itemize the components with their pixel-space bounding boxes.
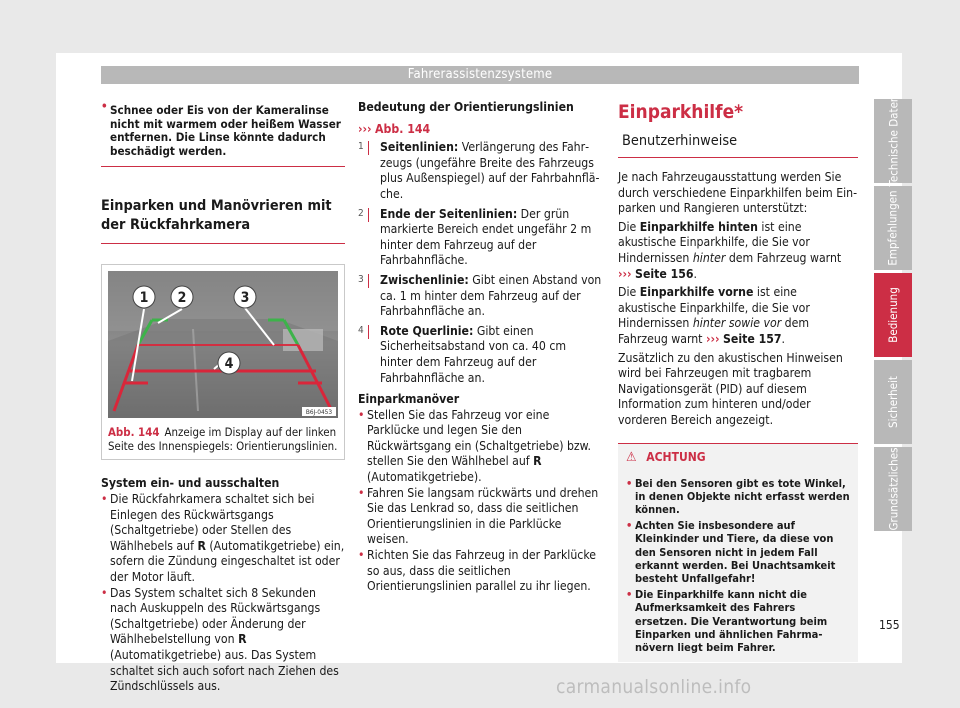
subhead-system: System ein- und ausschalten <box>101 476 280 491</box>
warning-item: • Bei den Sensoren gibt es tote Winkel, in denen Objekte nicht erfasst werden können. <box>626 477 850 517</box>
warning-icon: ⚠ <box>626 449 637 465</box>
caption-text: Anzeige im Display auf der linken Seite des Innenspiegels: Orientierungslinien. <box>108 425 338 454</box>
bullet-off: • Das System schaltet sich 8 Sekunden nach Auskuppeln des Rückwärtsgangs (Schaltgetriebe) oder Änderung der Wählhebelstellung von R (Automatikgetriebe) aus. Das System schaltet sich auch sofort nach Ziehen des Zündschlüssels aus. <box>101 586 345 695</box>
orientation-lines-title: Bedeutung der Orientierungslinien <box>358 100 574 114</box>
caption-label: Abb. 144 <box>108 425 160 440</box>
maneuver-bullet-1: • Stellen Sie das Fahrzeug vor eine Parklücke und legen Sie den Rückwärtsgang ein (Schaltgetriebe) bzw. stellen Sie den Wählhebel auf R (Automatikgetriebe). <box>358 408 602 486</box>
page-number: 155 <box>879 618 900 632</box>
navigation-paragraph: Zusätzlich zu den akustischen Hinweisen wird bei Fahrzeugen mit tragbarem Navigationsgerät (PID) auf diesem Information zum hinteren und/oder vorderen Bereich angezeigt. <box>618 350 843 427</box>
maneuver-bullet-2: • Fahren Sie langsam rückwärts und drehen Sie das Lenkrad so, dass die seitlichen Orientierungslinien in die Parklücke weisen. <box>358 486 602 548</box>
parking-aid-title: Einparkhilfe* <box>618 101 744 123</box>
list-item: 4 Rote Querlinie: Gibt einen Sicherheitsabstand von ca. 40 cm hinter dem Fahrzeug auf der Fahrbahnfläche an. <box>358 323 567 385</box>
warning-item: • Die Einparkhilfe kann nicht die Aufmerksamkeit des Fahrers ersetzen. Die Verantwortung beim Einparken und ähnlichen Fahrmanövern liegt beim Fahrer. <box>626 588 850 655</box>
warning-item: • Achten Sie insbesondere auf Kleinkinder und Tiere, da diese von den Sensoren nicht in jedem Fall erkannt werden. Bei Unachtsamkeit besteht Unfallgefahr! <box>626 519 850 586</box>
figure-reference: ››› Abb. 144 <box>358 121 431 136</box>
warning-header <box>618 444 858 474</box>
figure-144 <box>101 264 345 460</box>
figure-code: B6J-0453 <box>305 408 333 417</box>
bullet-on: • Die Rückfahrkamera schaltet sich bei Einlegen des Rückwärtsgangs (Schaltgetriebe) oder Stellen des Wählhebels auf R (Automatikgetriebe) ein, sofern die Zündung eingeschaltet ist oder der Motor läuft. <box>101 492 345 586</box>
intro-paragraph: Je nach Fahrzeugausstattung werden Sie durch verschiedene Einparkhilfen beim Einparken und Rangieren unterstützt: <box>618 170 858 216</box>
column-1 <box>101 100 345 695</box>
tab-grundsaetzliches[interactable]: Grundsätzliches <box>874 447 912 531</box>
column-3 <box>618 100 858 662</box>
parking-maneuver-title: Einparkmanöver <box>358 392 460 407</box>
svg-text:1: 1 <box>139 290 149 307</box>
callout-3 <box>234 286 256 308</box>
maneuver-bullet-3: • Richten Sie das Fahrzeug in der Parklücke so aus, dass die seitlichen Orientierungslinien parallel zu ihr liegen. <box>358 548 602 595</box>
list-item: 1 Seitenlinien: Verlängerung des Fahrzeugs (ungefähre Breite des Fahrzeugs plus Außenspiegel) auf der Fahrbahnfläche. <box>358 140 600 201</box>
camera-lens-note: • Schnee oder Eis von der Kameralinse nicht mit warmem oder heißem Wasser entfernen. Die Linse könnte dadurch beschädigt werden. <box>101 100 345 167</box>
list-item: 3 Zwischenlinie: Gibt einen Abstand von ca. 1 m hinter dem Fahrzeug auf der Fahrbahnfläche an. <box>358 272 602 319</box>
callout-1 <box>133 286 155 308</box>
page-link-156[interactable]: Seite 156 <box>635 266 694 281</box>
callout-2 <box>171 286 193 308</box>
tab-empfehlungen[interactable]: Empfehlungen <box>874 186 912 270</box>
svg-text:2: 2 <box>177 290 187 307</box>
warning-box <box>618 443 858 662</box>
watermark: carmanualsonline.info <box>556 676 752 698</box>
tab-sicherheit[interactable]: Sicherheit <box>874 360 912 444</box>
figure-caption <box>108 425 338 453</box>
warning-list <box>618 474 858 655</box>
warning-title: ACHTUNG <box>646 449 706 464</box>
front-aid-paragraph: Die Einparkhilfe vorne ist eine akustische Einparkhilfe, die Sie vor Hindernissen hinter sowie vor dem Fahrzeug warnt ››› Seite 157. <box>618 285 810 346</box>
rear-aid-paragraph: Die Einparkhilfe hinten ist eine akustische Einparkhilfe, die Sie vor Hindernissen hinter dem Fahrzeug warnt ››› Seite 156. <box>618 219 842 281</box>
page-header: Fahrerassistenzsysteme <box>101 66 859 84</box>
tab-technische-daten[interactable]: Technische Daten <box>874 99 912 183</box>
orientation-lines-list <box>358 140 602 386</box>
svg-text:4: 4 <box>224 356 234 373</box>
rear-camera-display-image <box>108 271 338 418</box>
list-item: 2 Ende der Seitenlinien: Der grün markierte Bereich endet ungefähr 2 m hinter dem Fahrzeug auf der Fahrbahnfläche. <box>358 206 592 268</box>
user-notes-subtitle: Benutzerhinweise <box>618 126 858 158</box>
column-2 <box>358 100 602 595</box>
section-title: Einparken und Manövrieren mit der Rückfahrkamera <box>101 197 345 244</box>
tab-bedienung[interactable]: Bedienung <box>874 273 912 357</box>
callout-4 <box>218 352 240 374</box>
chapter-tabs <box>874 95 912 534</box>
svg-text:3: 3 <box>240 290 250 307</box>
page-link-157[interactable]: Seite 157 <box>723 331 782 346</box>
